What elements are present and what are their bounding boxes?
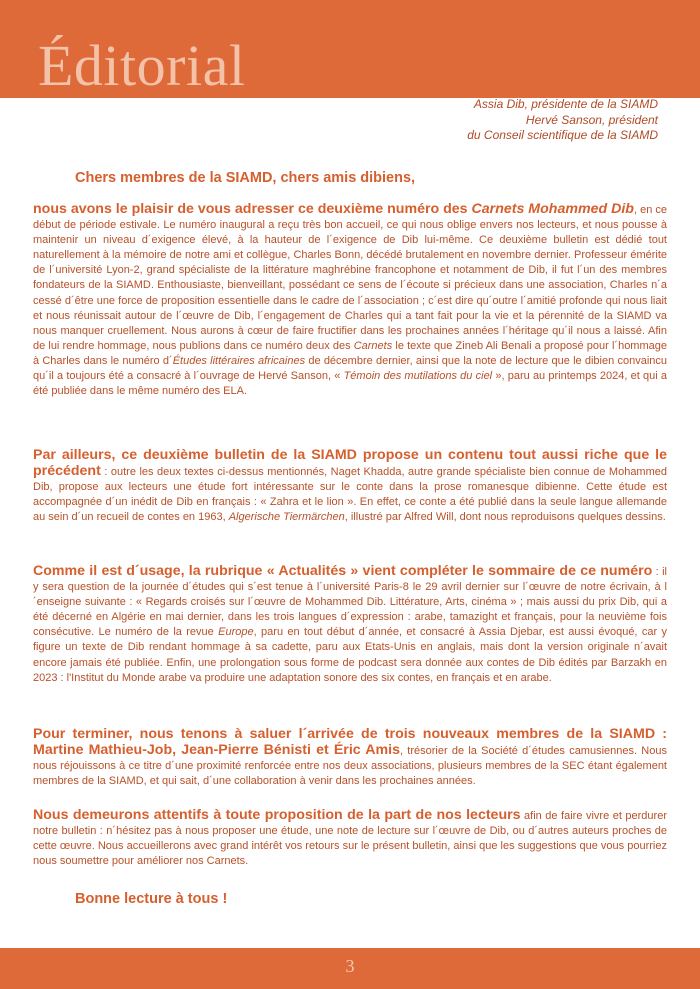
italic-title: Carnets <box>353 339 393 352</box>
paragraph-lead: Comme il est d´usage, la rubrique « Actualités » vient compléter le sommaire de ce numéro <box>33 563 653 579</box>
paragraph-dedication <box>33 202 667 399</box>
paragraph-news <box>33 564 667 686</box>
paragraph-text: », paru au printemps 2024, et qui a été publiée dans le même numéro des ELA. <box>33 370 667 398</box>
paragraph-lead <box>33 201 634 217</box>
page-number: 3 <box>345 956 355 976</box>
italic-title: Études littéraires africaines <box>172 354 306 367</box>
paragraph-text: : outre les deux textes ci-dessus mentionnés, Naget Khadda, autre grande spécialiste bien connue de Mohammed Dib, propose aux lecteurs une étude fort intéressante sur le conte dans la prose romanesque dibienne. Cette étude est accompagnée d´un inédit de Dib en français : « Zahra et le lion ». En effet, ce conte a été publié dans la seule langue allemande au sein d´un recueil de contes en 1963, <box>33 466 667 524</box>
paragraph-lead: Pour terminer, nous tenons à saluer l´arrivée de trois nouveaux membres de la SIAMD : Martine Mathieu-Job, Jean-Pierre Bénisti et Éric Amis <box>33 726 667 759</box>
italic-title: Europe <box>218 626 254 639</box>
authors-block <box>467 97 658 144</box>
paragraph-text: , illustré par Alfred Will, dont nous reproduisons quelques dessins. <box>344 511 666 524</box>
lead-text: nous avons le plaisir de vous adresser ce deuxième numéro des <box>33 201 472 217</box>
header-band <box>0 0 700 98</box>
paragraph-text: , trésorier de la Société d´études camusiennes. Nous nous réjouissons à ce titre d´une proximité renforcée entre nos deux associations, plusieurs membres de la SEC étant également membres de la SIAMD, et qui sait, d´une collaboration à venir dans les prochaines années. <box>33 745 667 788</box>
paragraph-new-members <box>33 727 667 789</box>
paragraph-call-for-proposals <box>33 808 667 869</box>
lead-italic-title: Carnets Mohammed Dib <box>471 201 634 217</box>
author-line: du Conseil scientifique de la SIAMD <box>467 128 658 142</box>
author-line: Assia Dib, présidente de la SIAMD <box>473 97 658 111</box>
footer-band <box>0 948 700 989</box>
paragraph-lead: Par ailleurs, ce deuxième bulletin de la SIAMD propose un contenu tout aussi riche que le précédent <box>33 447 667 480</box>
paragraph-text: afin de faire vivre et perdurer notre bulletin : n´hésitez pas à nous proposer une étude, une note de lecture sur l´œuvre de Dib, ou d´autres auteurs proches de cette œuvre. Nous accueillerons avec grand intérêt vos retours sur le présent bulletin, ainsi que les suggestions que vous pourriez nous soumettre pour améliorer nos Carnets. <box>33 810 667 868</box>
paragraph-text: le texte que Zineb Ali Benali a proposé pour l´hommage à Charles dans le numéro d´ <box>33 339 667 367</box>
paragraph-text: de décembre dernier, ainsi que la note de lecture que le dibien convaincu qu´il a toujours été a consacré à l´ouvrage de Hervé Sanson, « <box>33 354 667 383</box>
paragraph-content <box>33 448 667 525</box>
paragraph-text: : il y sera question de la journée d´études qui s´est tenue à l´université Paris-8 le 29 avril dernier sur l´œuvre de notre écrivain, à l´enseigne suivante : « Regards croisés sur l´œuvre de Mohammed Dib. Littérature, Arts, cinéma » ; mais aussi du prix Dib, qui a été décerné en Algérie en mai dernier, dans les trois langues d´expression : arabe, tamazight et français, pour la neuvième fois consécutive. Le numéro de la revue <box>33 566 667 639</box>
paragraph-text: , en ce début de période estivale. Le numéro inaugural a reçu très bon accueil, ce qui nous oblige envers nos lecteurs, et nous pousse à maintenir un niveau d´exigence élevé, à la hauteur de l´exigence de Dib lui-même. Ce deuxième bulletin est dédié tout naturellement à la mémoire de notre ami et collègue, Charles Bonn, décédé brutalement en novembre dernier. Professeur émérite de l´université Lyon-2, grand spécialiste de la littérature maghrébine francophone et notamment de Dib, il fut l´un des membres fondateurs de la SIAMD. Enthousiaste, bienveillant, possédant ce sens de l´écoute si précieux dans une association, Charles n´a cessé d´être une force de proposition essentielle dans le cadre de l´association ; c´est dire qu´outre l´amitié profonde qui nous liait et nous réunissait autour de l´œuvre de Dib, l´engagement de Charles qui a tant fait pour la vie et la pérennité de la SIAMD va nous manquer cruellement. Nous aurons à cœur de faire fructifier dans les prochaines années l´héritage qu´il nous a laissé. Afin de lui rendre hommage, nous publions dans ce numéro deux des <box>33 204 667 352</box>
italic-title: Algerische Tiermärchen <box>228 511 345 524</box>
paragraph-lead: Nous demeurons attentifs à toute proposition de la part de nos lecteurs <box>33 807 521 823</box>
salutation: Chers membres de la SIAMD, chers amis dibiens, <box>75 170 416 186</box>
author-line: Hervé Sanson, président <box>525 112 658 127</box>
paragraph-text: , paru en tout début d´année, et consacré à Assia Djebar, est aussi évoqué, car y figure un texte de Dib rendant hommage à sa cadette, paru aux Etats-Unis en anglais, mais dont la version originale n´avait encore jamais été publiée. Enfin, une prolongation sous forme de podcast sera donnée aux contes de Dib édités par Barzakh en 2023 : l'Institut du Monde arabe va produire une adaptation sonore des six contes, en français et en arabe. <box>33 626 667 684</box>
page-title: Éditorial <box>38 33 246 98</box>
closing-line: Bonne lecture à tous ! <box>75 891 228 907</box>
italic-title: Témoin des mutilations du ciel <box>343 370 493 383</box>
